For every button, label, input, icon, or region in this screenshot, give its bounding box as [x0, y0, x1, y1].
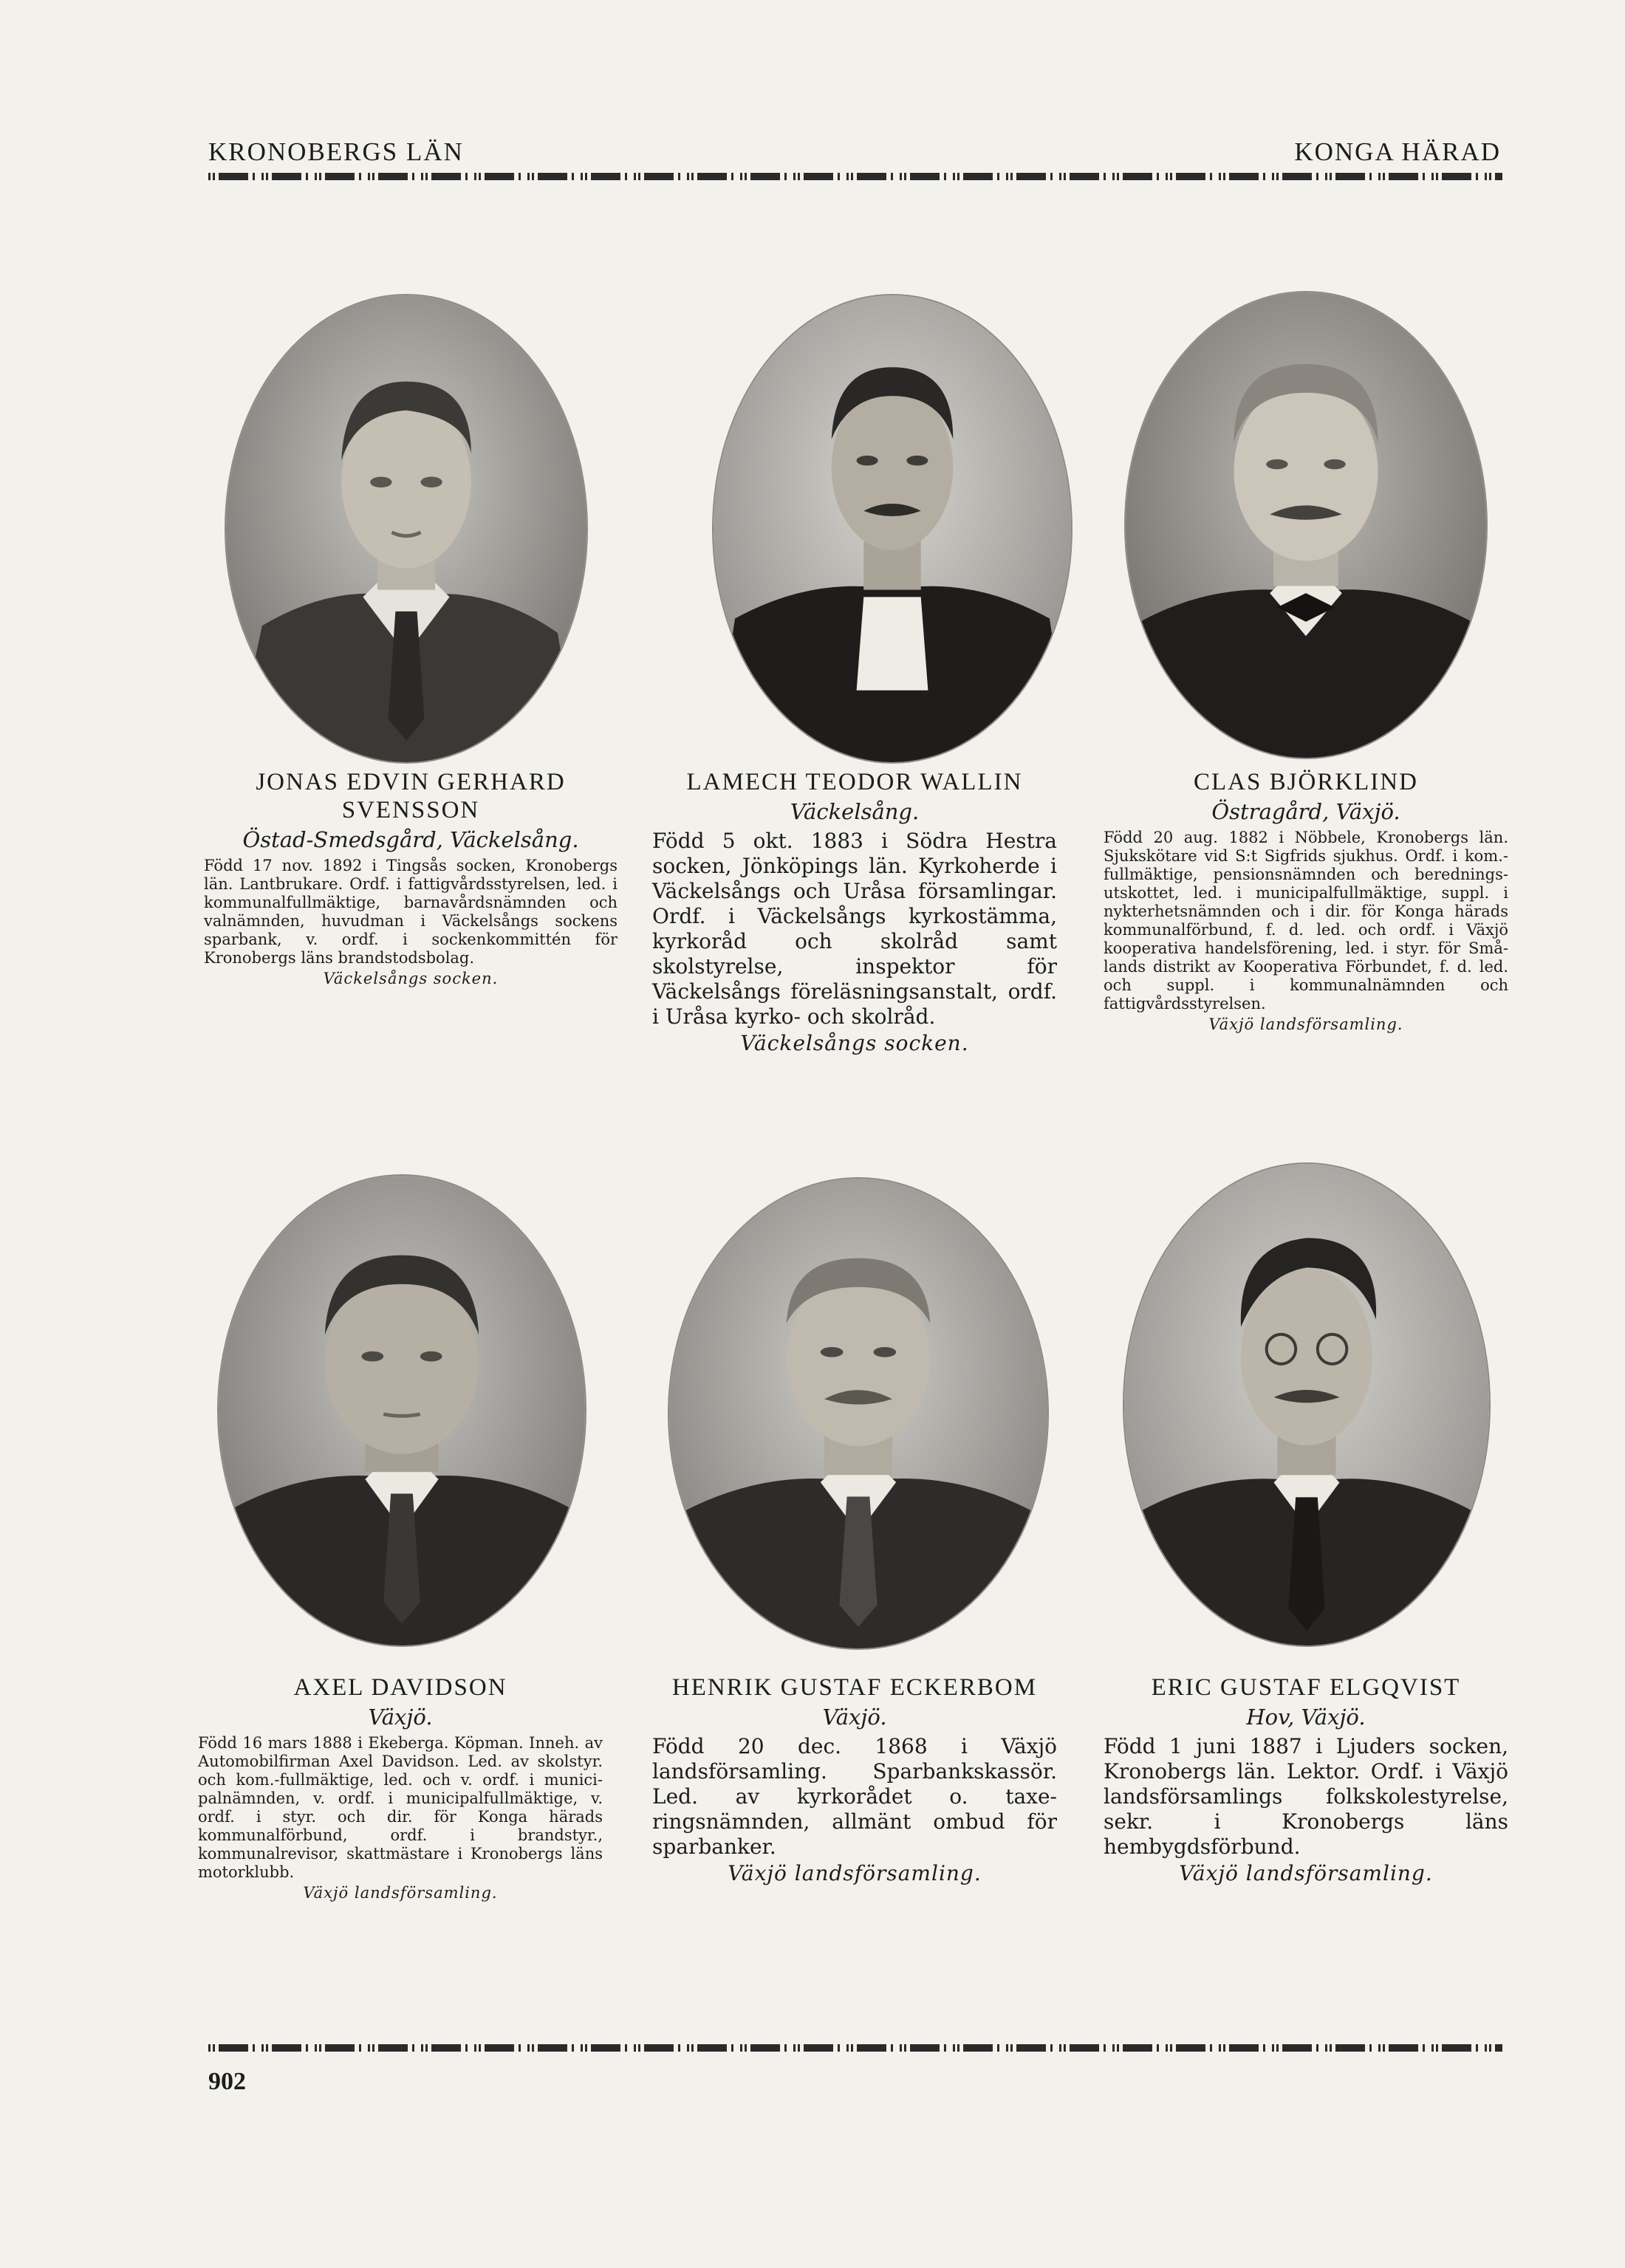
- person-parish: Växjö landsförsamling.: [303, 1884, 498, 1902]
- person-residence: Växjö.: [368, 1705, 433, 1730]
- biography-entry-wallin: [652, 768, 1057, 1056]
- person-residence: Hov, Växjö.: [1246, 1705, 1366, 1730]
- person-parish: Växjö landsförsamling.: [1179, 1861, 1433, 1885]
- person-biography: Född 5 okt. 1883 i Södra Hestra socken, Jönköpings län. Kyrkoherde i Väckelsångs och Uråsa församlingar. Ordf. i Väckelsångs kyrkostämma, kyrkoråd och skolråd samt skolstyrelse, inspektor för Väckelsångs föreläsningsanstalt, ordf. i Uråsa kyrko- och skolråd.: [652, 829, 1057, 1029]
- portrait-photo-wallin: [714, 295, 1071, 762]
- biography-entry-eckerbom: [652, 1673, 1057, 1886]
- running-head-right: KONGA HÄRAD: [1294, 137, 1501, 166]
- person-name: LAMECH TEODOR WALLIN: [686, 769, 1023, 795]
- biography-entry-bjorklind: [1104, 768, 1508, 1034]
- biography-entry-svensson: [204, 768, 618, 988]
- person-parish: Växjö landsförsamling.: [728, 1861, 982, 1885]
- portrait-photo-eckerbom: [669, 1179, 1047, 1648]
- person-biography: Född 17 nov. 1892 i Tingsås socken, Kronobergs län. Lantbrukare. Ordf. i fattigvårdsstyrelsen, led. i kommunalfullmäktige, barnavårdsnämnden och valnämnden, huvudman i Väckelsångs sockens sparbank, v. ordf. i sockenkommittén för Kronobergs läns brandstodsbolag.: [204, 857, 618, 967]
- person-name: ERIC GUSTAF ELGQVIST: [1151, 1674, 1461, 1701]
- running-head-left: KRONOBERGS LÄN: [208, 137, 464, 166]
- person-residence: Växjö.: [822, 1705, 887, 1730]
- person-residence: Östad-Smedsgård, Väckelsång.: [242, 827, 579, 852]
- portrait-photo-elgqvist: [1124, 1164, 1489, 1645]
- person-name: AXEL DAVIDSON: [293, 1674, 507, 1701]
- person-name: HENRIK GUSTAF ECKERBOM: [671, 1674, 1038, 1701]
- person-biography: Född 20 dec. 1868 i Växjö landsförsamling. Sparbankskassör. Led. av kyrkorådet o. taxeringsnämnden, allmänt ombud för sparbanker.: [652, 1734, 1057, 1859]
- biography-entry-davidson: [198, 1673, 603, 1902]
- person-parish: Väckelsångs socken.: [740, 1031, 969, 1055]
- person-biography: Född 16 mars 1888 i Ekeberga. Köpman. Inneh. av Automobilfirman Axel Davidson. Led. av skolstyr. och kom.-fullmäktige, led. och v. ordf. i municipalnämnden, v. ordf. i municipalfullmäktige, v. ordf. i styr. och dir. för Konga härads kommunalförbund, ordf. i brandstyr., kommunalrevisor, skattmästare i Kronobergs läns motorklubb.: [198, 1734, 603, 1881]
- person-parish: Växjö landsförsamling.: [1208, 1015, 1403, 1033]
- portrait-photo-svensson: [226, 295, 586, 762]
- portrait-photo-bjorklind: [1126, 292, 1486, 758]
- person-residence: Östragård, Växjö.: [1211, 799, 1400, 824]
- biography-entry-elgqvist: [1104, 1673, 1508, 1886]
- person-name: JONAS EDVIN GERHARD SVENSSON: [256, 769, 566, 823]
- page-number: 902: [208, 2068, 246, 2095]
- person-name: CLAS BJÖRKLIND: [1194, 769, 1418, 795]
- top-ornament-border: [208, 168, 1502, 185]
- person-biography: Född 1 juni 1887 i Ljuders socken, Kronobergs län. Lektor. Ordf. i Växjö landsförsamlings folkskolestyrelse, sekr. i Kronobergs läns hembygdsförbund.: [1104, 1734, 1508, 1859]
- person-parish: Väckelsångs socken.: [323, 970, 499, 987]
- person-biography: Född 20 aug. 1882 i Nöbbele, Kronobergs län. Sjukskötare vid S:t Sigfrids sjukhus. Ordf. i kom.-fullmäktige, pensionsnämnden och beredningsutskottet, led. i municipalfullmäktige, suppl. i nykterhetsnämnden och i dir. för Konga härads kommunalförbund, f. d. led. och ordf. i Växjö kooperativa handelsförening, led. i styr. för Smålands distrikt av Kooperativa Förbundet, f. d. led. och suppl. i kommunalnämnden och fattigvårdsstyrelsen.: [1104, 829, 1508, 1013]
- portrait-photo-davidson: [219, 1176, 585, 1645]
- person-residence: Väckelsång.: [790, 799, 920, 824]
- bottom-ornament-border: [208, 2040, 1502, 2056]
